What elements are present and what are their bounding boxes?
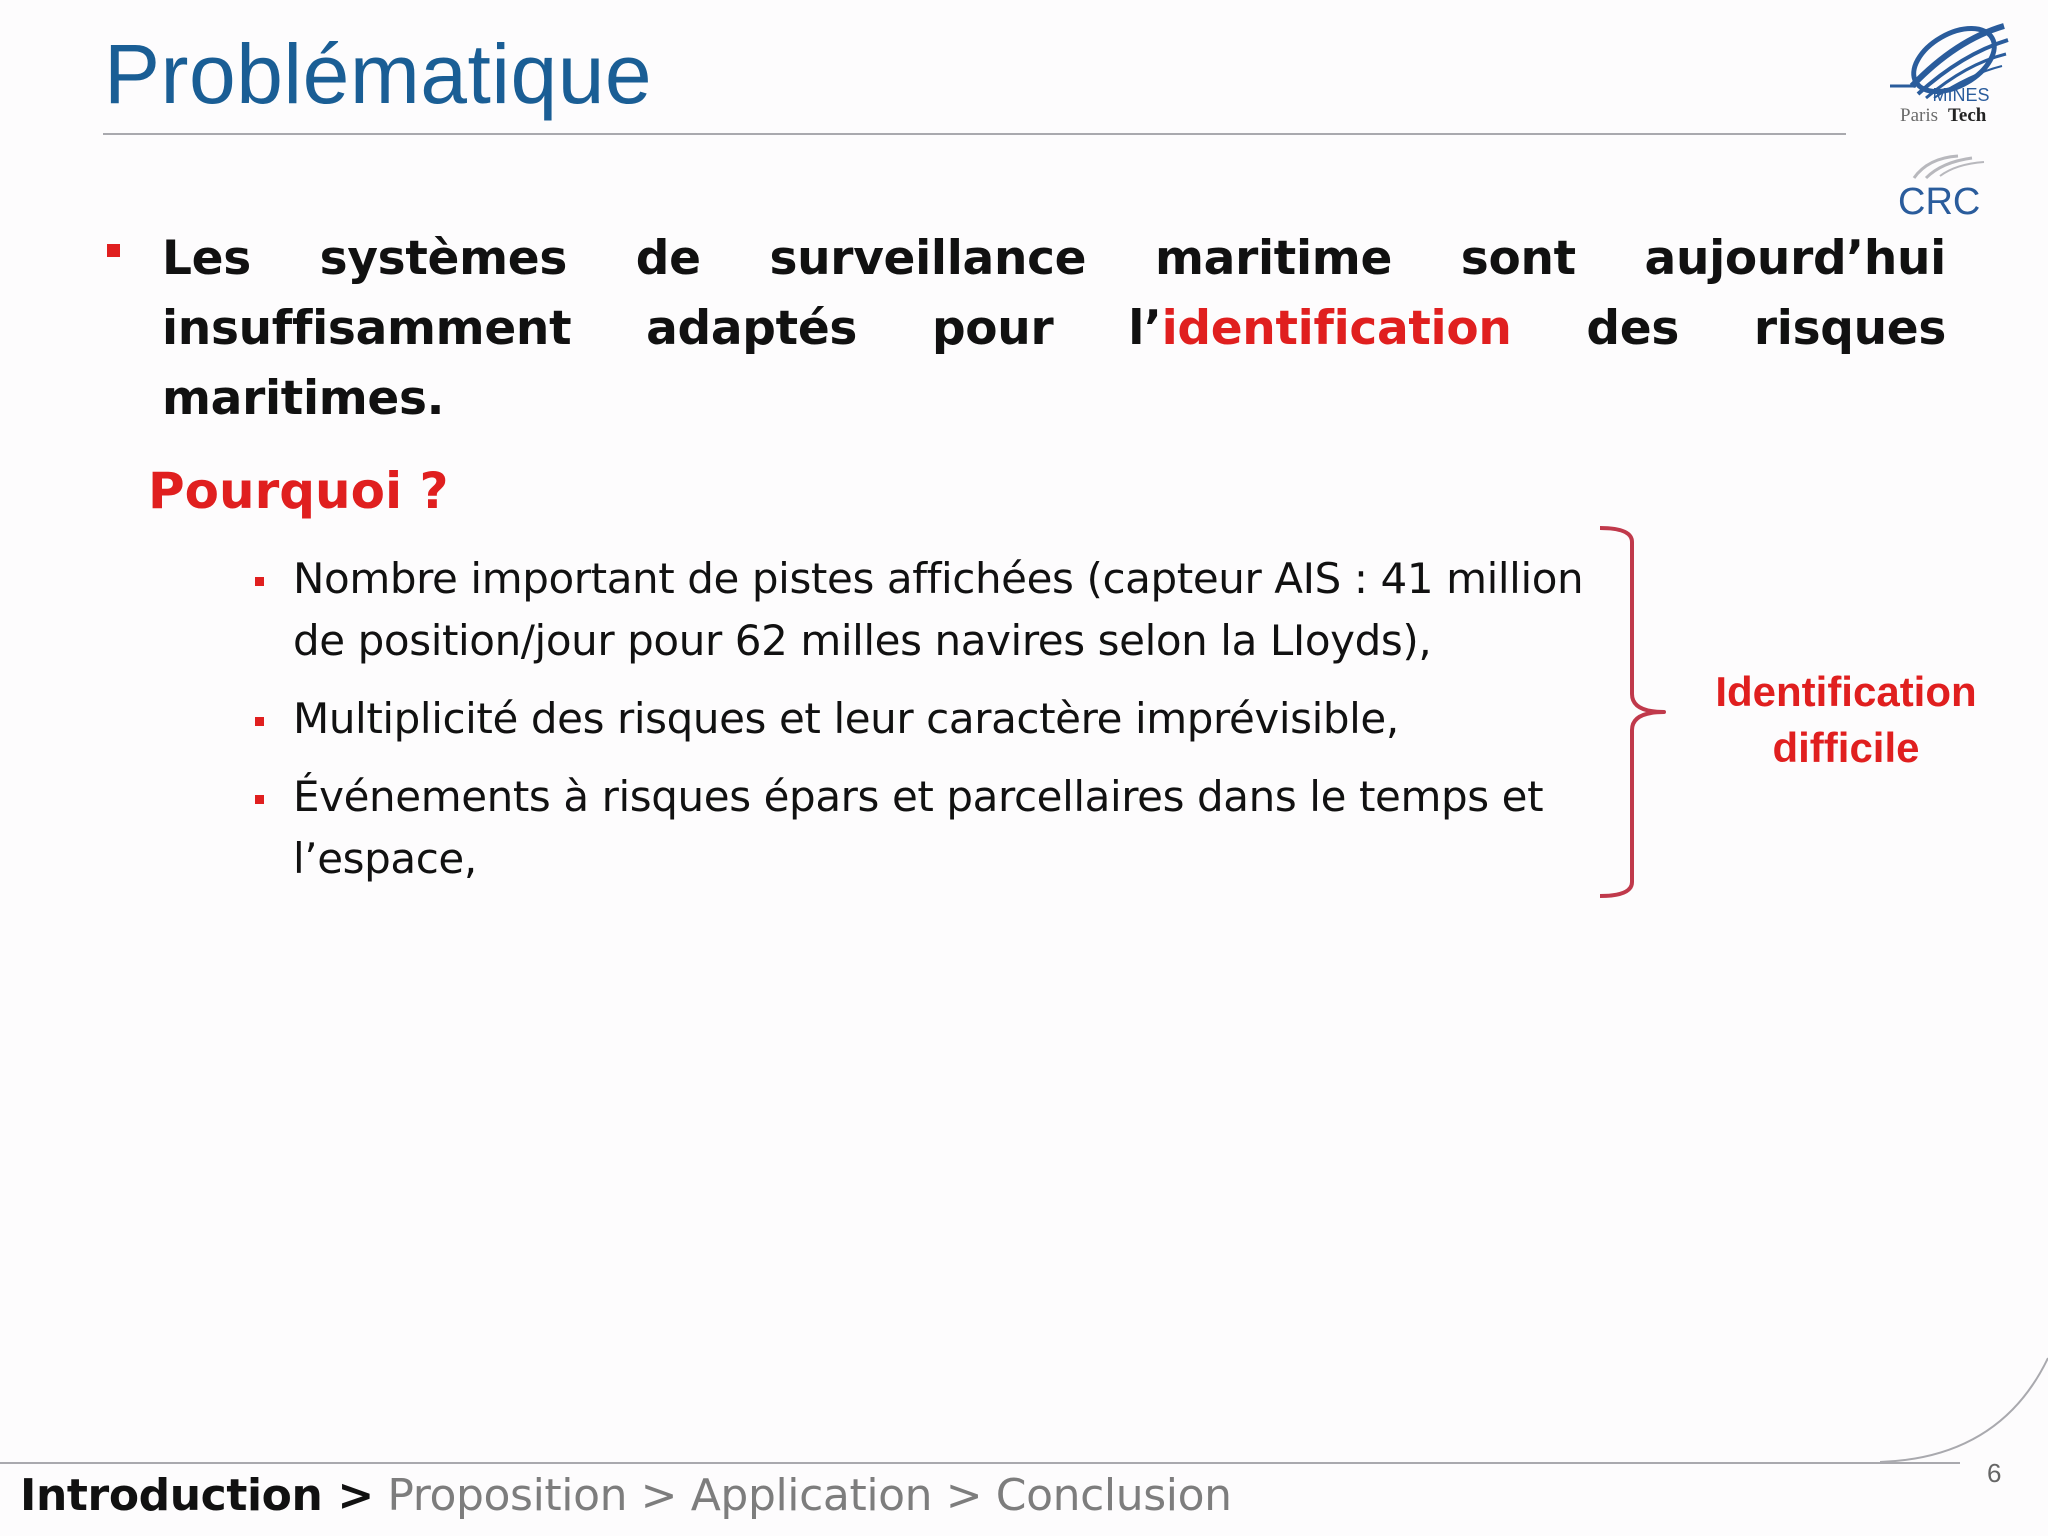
breadcrumb-current: Introduction > — [20, 1470, 374, 1521]
conclusion-line-2: difficile — [1772, 724, 1920, 771]
crc-logo — [1896, 152, 1996, 222]
bullet-square-icon — [255, 795, 264, 804]
tech-logo-text: Tech — [1948, 105, 1987, 126]
crc-logo-text: CRC — [1898, 181, 1981, 222]
mines-paristech-logo — [1886, 20, 2016, 130]
slide-title: Problématique — [104, 27, 653, 121]
bullet-square-icon — [255, 717, 264, 726]
bullet-square-icon — [255, 577, 264, 586]
main-bullet-text-start: Les systèmes de surveillance maritime sont aujourd’hui insuffisamment adaptés pour l’ — [162, 231, 1946, 356]
paris-logo-text: Paris — [1900, 105, 1938, 126]
footer-divider — [0, 1462, 1960, 1464]
reason-item — [252, 548, 1592, 672]
mines-logo-text: MINES — [1932, 85, 1990, 105]
reason-text: Nombre important de pistes affichées (capteur AIS : 41 million de position/jour pour 62 milles navires selon la LIoyds), — [293, 554, 1584, 665]
footer-curve-decoration — [1880, 1354, 2048, 1466]
reason-item — [252, 766, 1592, 890]
crc-swoosh-icon — [1914, 156, 1984, 178]
reasons-list — [252, 548, 1592, 906]
reason-item — [252, 688, 1592, 750]
highlight-identification: identification — [1161, 301, 1512, 356]
breadcrumb — [20, 1470, 1232, 1521]
reason-text: Multiplicité des risques et leur caractère imprévisible, — [293, 694, 1399, 743]
bullet-square-icon — [107, 244, 120, 257]
title-divider — [103, 133, 1846, 135]
main-bullet-text-end: des risques maritimes. — [162, 301, 1946, 426]
conclusion-label — [1686, 664, 2006, 776]
why-heading: Pourquoi ? — [148, 462, 449, 520]
conclusion-line-1: Identification — [1715, 668, 1977, 715]
breadcrumb-rest: Proposition > Application > Conclusion — [373, 1470, 1232, 1521]
reason-text: Événements à risques épars et parcellaires dans le temps et l’espace, — [293, 772, 1544, 883]
page-number: 6 — [1987, 1458, 2002, 1488]
main-bullet-text — [162, 224, 1946, 434]
right-brace-icon — [1592, 524, 1672, 900]
